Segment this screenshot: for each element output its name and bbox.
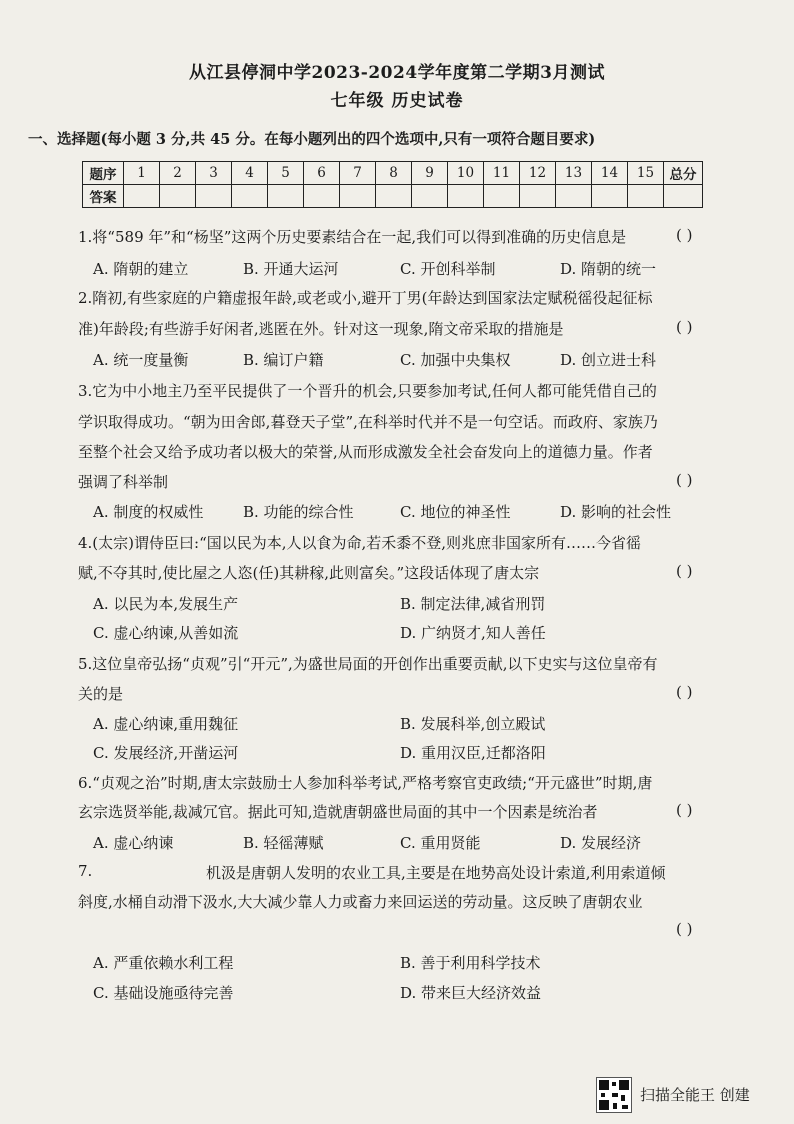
question-6-stem-line-2: 玄宗选贤举能,裁减冗官。据此可知,造就唐朝盛世局面的其中一个因素是统治者	[78, 803, 598, 821]
question-3-option-a: A. 制度的权威性	[93, 503, 204, 521]
question-5-answer-paren[interactable]: ( )	[676, 683, 693, 701]
scanner-brand-text: 扫描全能王 创建	[640, 1086, 750, 1104]
answer-cell[interactable]	[412, 185, 448, 208]
question-5-option-a: A. 虚心纳谏,重用魏征	[93, 715, 239, 733]
question-7-answer-paren[interactable]: ( )	[676, 920, 693, 938]
question-number-cell: 4	[232, 162, 268, 185]
question-2-option-d: D. 创立进士科	[560, 351, 657, 369]
answer-cell[interactable]	[124, 185, 160, 208]
question-5-stem-line-2: 关的是	[78, 685, 124, 703]
question-5-option-c: C. 发展经济,开凿运河	[93, 744, 239, 762]
question-number-cell: 2	[160, 162, 196, 185]
question-6-option-b: B. 轻徭薄赋	[243, 834, 324, 852]
question-1-option-c: C. 开创科举制	[400, 260, 496, 278]
question-number-cell: 6	[304, 162, 340, 185]
question-2-stem-line-1: 2.隋初,有些家庭的户籍虚报年龄,或老或小,避开丁男(年龄达到国家法定赋税徭役起征标	[78, 289, 653, 307]
question-number-cell: 10	[448, 162, 484, 185]
question-1-option-a: A. 隋朝的建立	[93, 260, 189, 278]
question-6-option-d: D. 发展经济	[560, 834, 642, 852]
answer-table	[82, 161, 703, 208]
question-3-stem-line-3: 至整个社会又给予成功者以极大的荣誉,从而形成激发全社会奋发向上的道德力量。作者	[78, 443, 653, 461]
answer-cell[interactable]	[592, 185, 628, 208]
question-2-answer-paren[interactable]: ( )	[676, 318, 693, 336]
question-2-stem-line-2: 准)年龄段;有些游手好闲者,逃匿在外。针对这一现象,隋文帝采取的措施是	[78, 320, 564, 338]
answer-cell[interactable]	[304, 185, 340, 208]
question-number-cell: 5	[268, 162, 304, 185]
exam-title: 从江县停洞中学2023-2024学年度第二学期3月测试	[188, 63, 605, 83]
question-number-cell: 9	[412, 162, 448, 185]
question-number-cell: 1	[124, 162, 160, 185]
answer-cell[interactable]	[556, 185, 592, 208]
answer-table-row1-label: 题序	[83, 162, 124, 185]
answer-table-answer-row	[83, 185, 703, 208]
question-4-stem-line-2: 赋,不夺其时,使比屋之人恣(任)其耕稼,此则富矣。”这段话体现了唐太宗	[78, 564, 540, 582]
question-3-stem-line-2: 学识取得成功。“朝为田舍郎,暮登天子堂”,在科举时代并不是一句空话。而政府、家族乃	[78, 413, 658, 431]
question-1-stem: 1.将“589 年”和“杨坚”这两个历史要素结合在一起,我们可以得到准确的历史信息是	[78, 228, 627, 246]
answer-table-header-row	[83, 162, 703, 185]
answer-cell[interactable]	[628, 185, 664, 208]
question-3-answer-paren[interactable]: ( )	[676, 471, 693, 489]
question-2-option-c: C. 加强中央集权	[400, 351, 511, 369]
question-number-cell: 7	[340, 162, 376, 185]
question-7-number: 7.	[78, 862, 93, 880]
question-5-stem-line-1: 5.这位皇帝弘扬“贞观”引“开元”,为盛世局面的开创作出重要贡献,以下史实与这位皇帝有	[78, 655, 658, 673]
question-4-stem-line-1: 4.(太宗)谓侍臣曰:“国以民为本,人以食为命,若禾黍不登,则兆庶非国家所有……今省徭	[78, 534, 642, 552]
section-heading: 一、选择题(每小题 3 分,共 45 分。在每小题列出的四个选项中,只有一项符合题目要求)	[28, 131, 596, 148]
question-7-option-c: C. 基础设施亟待完善	[93, 984, 234, 1002]
qr-code-icon	[596, 1077, 632, 1113]
question-7-stem-line-1: 机汲是唐朝人发明的农业工具,主要是在地势高处设计索道,利用索道倾	[206, 864, 666, 882]
question-4-option-a: A. 以民为本,发展生产	[93, 595, 239, 613]
question-5-option-d: D. 重用汉臣,迁都洛阳	[400, 744, 546, 762]
question-3-option-b: B. 功能的综合性	[243, 503, 354, 521]
answer-cell[interactable]	[196, 185, 232, 208]
question-3-option-c: C. 地位的神圣性	[400, 503, 511, 521]
question-6-option-a: A. 虚心纳谏	[93, 834, 174, 852]
question-1-option-d: D. 隋朝的统一	[560, 260, 657, 278]
total-score-label: 总分	[664, 162, 703, 185]
exam-subtitle: 七年级 历史试卷	[330, 91, 464, 111]
question-number-cell: 8	[376, 162, 412, 185]
question-3-stem-line-4: 强调了科举制	[78, 473, 169, 491]
question-7-option-d: D. 带来巨大经济效益	[400, 984, 542, 1002]
answer-cell[interactable]	[484, 185, 520, 208]
answer-cell[interactable]	[376, 185, 412, 208]
question-number-cell: 13	[556, 162, 592, 185]
question-4-answer-paren[interactable]: ( )	[676, 562, 693, 580]
question-2-option-a: A. 统一度量衡	[93, 351, 189, 369]
question-2-option-b: B. 编订户籍	[243, 351, 324, 369]
answer-cell[interactable]	[448, 185, 484, 208]
question-5-option-b: B. 发展科举,创立殿试	[400, 715, 546, 733]
answer-cell[interactable]	[340, 185, 376, 208]
question-1-option-b: B. 开通大运河	[243, 260, 339, 278]
question-4-option-b: B. 制定法律,减省刑罚	[400, 595, 546, 613]
answer-table-row2-label: 答案	[83, 185, 124, 208]
question-3-option-d: D. 影响的社会性	[560, 503, 672, 521]
question-4-option-d: D. 广纳贤才,知人善任	[400, 624, 546, 642]
question-7-option-a: A. 严重依赖水利工程	[93, 954, 234, 972]
question-6-answer-paren[interactable]: ( )	[676, 801, 693, 819]
question-7-option-b: B. 善于利用科学技术	[400, 954, 541, 972]
answer-cell[interactable]	[520, 185, 556, 208]
question-number-cell: 11	[484, 162, 520, 185]
answer-cell[interactable]	[232, 185, 268, 208]
total-score-cell[interactable]	[664, 185, 703, 208]
question-4-option-c: C. 虚心纳谏,从善如流	[93, 624, 239, 642]
question-3-stem-line-1: 3.它为中小地主乃至平民提供了一个晋升的机会,只要参加考试,任何人都可能凭借自己的	[78, 382, 657, 400]
question-6-stem-line-1: 6.“贞观之治”时期,唐太宗鼓励士人参加科举考试,严格考察官吏政绩;“开元盛世”时期,唐	[78, 774, 653, 792]
question-number-cell: 14	[592, 162, 628, 185]
question-1-answer-paren[interactable]: ( )	[676, 226, 693, 244]
question-6-option-c: C. 重用贤能	[400, 834, 481, 852]
answer-cell[interactable]	[160, 185, 196, 208]
question-number-cell: 12	[520, 162, 556, 185]
question-7-stem-line-2: 斜度,水桶自动滑下汲水,大大减少靠人力或畜力来回运送的劳动量。这反映了唐朝农业	[78, 893, 643, 911]
question-number-cell: 15	[628, 162, 664, 185]
question-number-cell: 3	[196, 162, 232, 185]
answer-cell[interactable]	[268, 185, 304, 208]
